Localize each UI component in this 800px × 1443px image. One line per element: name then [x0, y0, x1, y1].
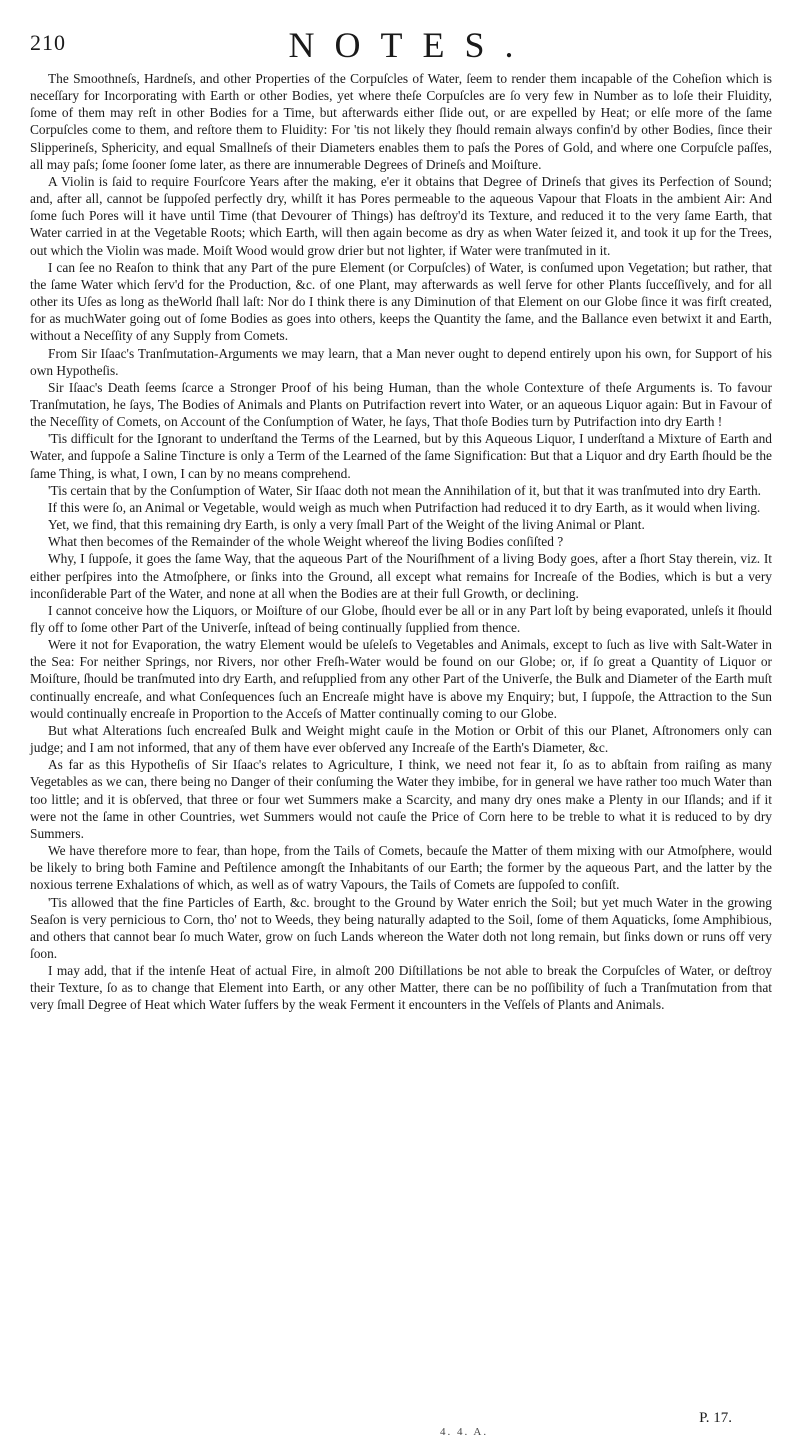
paragraph: As far as this Hypotheſis of Sir Iſaac's relates to Agriculture, I think, we need not fear it, ſo as to abſtain from raiſing as many Vegetables as we can, there being no Danger of their conſuming the Water they imbibe, for in general we have rather too much Water than too little; and it is obſerved, that three or four wet Summers make a Scarcity, and many dry ones make a Plenty in our Iſlands; and if it were not the ſame in other Countries, wet Summers would not cauſe the Price of Corn here to be treble to what it is reduced to by dry Summers. — [30, 757, 772, 841]
paragraph: A Violin is ſaid to require Fourſcore Years after the making, e'er it obtains that Degree of Drineſs that gives its Perfection of Sound; and, after all, cannot be ſuppoſed perfectly dry, whilſt it has Pores permeable to the aqueous Vapour that Floats in the ambient Air: And ſome ſuch Pores will it have until Time (that Devourer of Things) has deſtroy'd its Texture, and reduced it to the very ſame Earth, that Water carried in at the Vegetable Roots; which Earth, will then again become as dry as when Water ſeized it, and took it up for the Trees, out which the Violin was made. Moiſt Wood would grow drier but not lighter, if Water were tranſmuted in it. — [30, 173, 772, 258]
paragraph: The Smoothneſs, Hardneſs, and other Properties of the Corpuſcles of Water, ſeem to render them incapable of the Coheſion which is neceſſary for Incorporating with Earth or other Bodies, yet where theſe Corpuſcles are ſo very few in Number as to loſe their Fluidity, ſome of them may reſt in other Bodies for a Time, but afterwards either ſlide out, or are expelled by Heat; or elſe more of the ſame Corpuſcles come to them, and reſtore them to Fluidity: For 'tis not likely they ſhould remain always confin'd by other Bodies, ſince their Slipperineſs, Sphericity, and equal Smallneſs of their Diameters enables them to paſs the Pores of Gold, and where one Corpuſcle paſſes, all may paſs; ſome ſooner ſome later, as there are innumerable Degrees of Drineſs and Moiſture. — [30, 71, 772, 172]
paragraph: Were it not for Evaporation, the watry Element would be uſeleſs to Vegetables and Animals, except to ſuch as live with Salt-Water in the Sea: For neither Springs, nor Rivers, nor other Freſh-Water would be found on our Globe; or, if ſo great a Quantity of Liquor or Moiſture, ſhould be tranſmuted into dry Earth, and reſupplied from any other Part of the Univerſe, the Bulk and Diameter of the Earth muſt continually encreaſe, and what Conſequences ſuch an Encreaſe might have is above my Enquiry; but, I ſuppoſe, the Attraction to the Sun would continually encreaſe in Proportion to the Acceſs of Matter continually coming to our Globe. — [30, 637, 772, 721]
page-number: 210 — [30, 30, 66, 55]
body-text — [30, 70, 772, 1014]
page-footer — [30, 1398, 772, 1438]
paragraph: Yet, we find, that this remaining dry Earth, is only a very ſmall Part of the Weight of the living Animal or Plant. — [48, 517, 645, 533]
paragraph: 'Tis certain that by the Conſumption of Water, Sir Iſaac doth not mean the Annihilation of it, but that it was tranſmuted into dry Earth. — [48, 482, 761, 498]
paragraph: Why, I ſuppoſe, it goes the ſame Way, that the aqueous Part of the Nouriſhment of a living Body goes, after a ſhort Stay therein, viz. It either perſpires into the Atmoſphere, or ſinks into the Ground, all except what remains for Increaſe of the Bodies, which is but a very inconſiderable Part of the Water, and none at all when the Bodies are at their full Growth, or declining. — [30, 551, 772, 601]
paragraph: 'Tis allowed that the fine Particles of Earth, &c. brought to the Ground by Water enrich the Soil; but yet much Water in the growing Seaſon is very pernicious to Corn, tho' not to Weeds, they being naturally adapted to the Soil, ſome of them Aquaticks, ſome Amphibious, and others that cannot bear ſo much Water, grow on ſuch Lands whereon the Water doth not long remain, but ſinks down or runs off very ſoon. — [30, 894, 772, 961]
signature-mark: 4. 4. A. — [440, 1426, 489, 1438]
paragraph: Sir Iſaac's Death ſeems ſcarce a Stronger Proof of his being Human, than the whole Contexture of theſe Arguments is. To favour Tranſmutation, he ſays, The Bodies of Animals and Plants on Putrifaction revert into Water, or an aqueous Liquor again: But in Favour of the Neceſſity of Comets, on Account of the Conſumption of Water, he ſays, That thoſe Bodies turn by Putrifaction into dry Earth ! — [30, 379, 772, 430]
paragraph: I may add, that if the intenſe Heat of actual Fire, in almoſt 200 Diſtillations be not able to break the Corpuſcles of Water, or deſtroy their Texture, ſo as to change that Element into Earth, or any other Matter, there can be no poſſibility of ſuch a Tranſmutation from that very ſmall Degree of Heat which Water ſuffers by the weak Ferment it encounters in the Veſſels of Plants and Animals. — [30, 963, 772, 1013]
paragraph: I cannot conceive how the Liquors, or Moiſture of our Globe, ſhould ever be all or in any Part loſt by being evaporated, unleſs it ſhould fly off to ſome other Part of the Univerſe, inſtead of being continually ſupplied from thence. — [30, 602, 772, 635]
paragraph: If this were ſo, an Animal or Vegetable, would weigh as much when Putrifaction had reduced it to dry Earth, as it would when living. — [48, 499, 761, 515]
paragraph: I can ſee no Reaſon to think that any Part of the pure Element (or Corpuſcles) of Water, is conſumed upon Vegetation; but rather, that the ſame Water which ſerv'd for the Production, &c. of one Plant, may afterwards as well ſerve for other Plants ſucceſſively, and for all other its Uſes as long as theWorld ſhall laſt: Nor do I think there is any Diminution of that Element on our Globe ſince it was firſt created, for as muchWater going out of ſome Bodies as goes into others, keeps the Quantity the ſame, and the Ballance even betwixt it and Earth, without a Neceſſity of any Supply from Comets. — [30, 259, 772, 344]
paragraph: What then becomes of the Remainder of the whole Weight whereof the living Bodies conſiſted ? — [48, 534, 564, 550]
paragraph: We have therefore more to fear, than hope, from the Tails of Comets, becauſe the Matter of them mixing with our Atmoſphere, would be likely to bring both Famine and Peſtilence amongſt the Inhabitants of our Earth; the former by the aqueous Part, and the latter by the noxious terrene Exhalations of which, as well as of watry Vapours, the Tails of Comets are ſuppoſed to conſiſt. — [30, 843, 772, 893]
paragraph: 'Tis difficult for the Ignorant to underſtand the Terms of the Learned, but by this Aqueous Liquor, I underſtand a Mixture of Earth and Water, and ſuppoſe a Saline Tincture is only a Term of the Learned of the ſame Signification: But that a Liquor and dry Earth ſhould be the ſame Thing, is what, I own, I can by no means comprehend. — [30, 431, 772, 481]
running-head: NOTES. — [288, 25, 534, 65]
paragraph: But what Alterations ſuch encreaſed Bulk and Weight might cauſe in the Motion or Orbit of this our Planet, Aſtronomers only can judge; and I am not informed, that any of them have ever obſerved any Increaſe of the Earth's Diameter, &c. — [30, 722, 772, 756]
catchword: P. 17. — [699, 1410, 732, 1426]
paragraph: From Sir Iſaac's Tranſmutation-Arguments we may learn, that a Man never ought to depend entirely upon his own, for Support of his own Hypotheſis. — [30, 345, 772, 378]
page-header — [30, 18, 772, 65]
